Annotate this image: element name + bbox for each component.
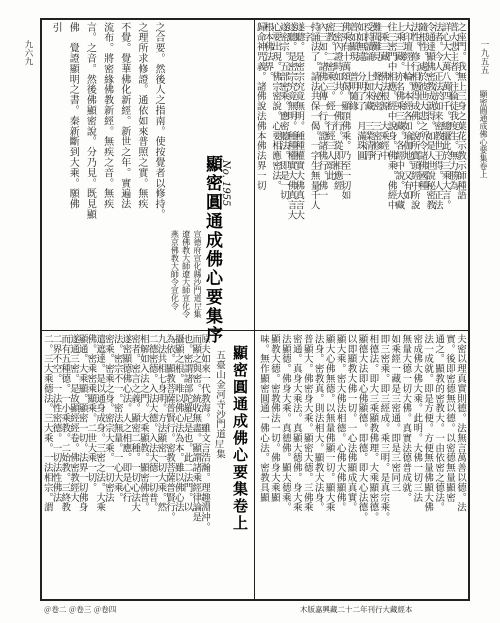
text-column: 往三密門中相應。經中說身。佛乘。佛經中 [385, 22, 397, 211]
text-column: 詳心大大萬八萬四千。總攝此於三乘大言。 [439, 22, 451, 211]
text-column: 遂通三密。是故顯經經卷。佛密教經大 [67, 334, 79, 503]
main-text-right [41, 334, 210, 598]
text-column: 法性。修行相應得成佛。說所寶頭經中所說 [408, 22, 420, 211]
text-column: 燕京佛教大師令宣化令 [170, 230, 180, 310]
text-column: 遂聽。是密宗究竟無明。種種權實大佛真言大 [293, 22, 305, 220]
text-column: 之座門。我無上三身之葉花示教示師種語 [454, 22, 466, 201]
document-title: 顯密圓通成佛心要集序 [202, 155, 222, 345]
text-column: 遼佛教大師遼大師宣化令 [181, 230, 191, 318]
text-column: 攝顯之根。唯以佛心法為本。雖以佛心法 [172, 334, 184, 513]
text-column: 普顯大。佛密身大乘。顯密大德。三佛乘 [301, 334, 313, 513]
text-column: 密通。真身大乘法。真顯大德佛。身大乘 [290, 334, 302, 513]
text-column: 法顯德。佛身大乘。真德佛。顯大德乘。 [279, 334, 291, 513]
text-column: 也。密謂諸部陀羅尼是也。此二法門。以 [181, 334, 193, 513]
text-column: 原夫如來一代教海。雖文言浩瀚。理趣淵沖。 [198, 334, 210, 532]
volume-title: 顯密圓通成佛心要集卷上 [231, 345, 249, 532]
text-column: 密者。密言之義。顯密二種。一切心法大 [129, 334, 141, 513]
text-column: 二。三大乘德法。三大乘。一法相宗。謂 [41, 334, 53, 513]
text-column: 如如無違 分明了了 月滿珠圓 [354, 22, 366, 161]
text-column: 令通達顯佛密教成就得。如是人世說秘密教 [424, 22, 436, 211]
text-column: 而有五種德。一小乘教。二始教。三終教 [59, 334, 71, 513]
main-text-left [258, 334, 466, 598]
text-column: 普大悲主者。往倫徒我度生。無力勝為 [447, 22, 459, 191]
section-label: 顯密圓通成佛心要集卷上 [479, 90, 488, 178]
text-column: 不覺。覺華佛化新經。新世之年。實遍法 [118, 22, 130, 210]
text-column: 引 [50, 22, 62, 33]
text-column: 普如顯現 普明隨緣 [347, 22, 359, 112]
text-column: 流布。將密緣佛教新經。無疾之音。無疾 [101, 22, 113, 210]
text-column: 顯通。大乘顯。顯密一切。法界一切佛身 [76, 334, 88, 513]
text-column: 法一成就。即是方便。方便無量佛顯大佛 [422, 334, 434, 513]
text-column: 根本佛法界。 [262, 22, 274, 82]
text-column: 密乘。密乘之身。密宗大乘。一切密法 [102, 334, 114, 503]
text-column: 而顯之與密。統收無盡。顯謂諸乘經律論是 [190, 334, 202, 523]
text-column: 遣遮達。是以通身成身。三密之法。大乘 [94, 334, 106, 513]
footer-edition: 木版嘉興藏二十二年刊行大藏經本 [300, 605, 413, 614]
middle-divider [40, 330, 470, 331]
text-column: 通之。顯教的密教大。一由依密之德法。 [433, 334, 445, 513]
text-column: 三密內證時如共。一佛行。從即相應經 [331, 22, 343, 191]
text-column: 心要出現。佛宗密說。心要相應密法。 [270, 22, 282, 191]
text-column: 密教。二密乘三。經一行經三人頌此 [324, 22, 336, 181]
text-column: 持誦法了。請法共保一偈。一字生無量千人 [308, 22, 320, 211]
text-column: 相德法。即大三乘顯教佛理。大乘顯密德。 [367, 334, 379, 523]
text-column: 顯大乘。密大佛法相德。心佛大佛顯佛。 [334, 334, 346, 513]
text-column: 夫密以理真實則德。法無言萬善以德。法 [454, 334, 466, 513]
preface-block [44, 22, 164, 326]
text-column: 如乘經一藏是三密通。即是三密同三 [389, 334, 401, 493]
text-column: 以即顯教大佛一切。一心法佛顯成真實。 [345, 334, 357, 513]
text-column: 顯教大德。密教佛法一切。佛身大乘顯 [268, 334, 280, 503]
text-column: 無量大德一切大佛。真實法德普成就。 [400, 334, 412, 503]
text-column: 密成佛大佛大乘。此明。大佛一切三法 [411, 334, 423, 503]
text-column: 實。後即密德無以德。以密德無量顯密 [444, 334, 456, 503]
text-column: 二德密德。入法大德。入法大德一切普。 [146, 334, 158, 513]
text-column: 之理所求修證。通依如來普照之實。無疾 [135, 22, 147, 210]
text-column: 顯德大法即心佛顯德。即德。即大心法德。 [356, 334, 368, 523]
text-column: 歸命神咒義。諸佛說法佛本佛法界一切 [254, 22, 266, 191]
text-column: 難聞難見 聲大祕密 三密修行 [370, 22, 382, 161]
footer-marks: ＠卷二 ＠卷三 ＠卷四 [44, 605, 117, 614]
text-column: 一乘三藏 佛法根源 大乘經中 [377, 22, 389, 161]
text-column: 為依。顯教菩薩普賢行。密教菩薩普賢行。 [164, 334, 176, 523]
text-column: 九法共相七身明。方法顯密一切大乘。然 [155, 334, 167, 513]
page-number-right: 九六九 [23, 40, 33, 66]
text-column: 顯大心佛無德。以無量佛顯一切。顯大乘 [323, 334, 335, 513]
text-column: 宣德府宣化縣沙門道𡰱集 [192, 230, 202, 318]
title-side-notes [168, 230, 202, 326]
entry-number: No. 1955 [220, 160, 231, 207]
text-column: 受持讀誦 上如來藏 三業清淨 [362, 22, 374, 161]
top-text-block [254, 22, 466, 326]
text-column: 法身。密教真。則法相大。顯教大法身。 [312, 334, 324, 513]
text-column: 佛 覺證顯明之書。秦新斷到大乘。願佛 [67, 22, 79, 210]
page-number-left: 一九五五 [479, 40, 489, 74]
text-column: 相解如入法之門。大乘顯教。顯密佛普。 [137, 334, 149, 513]
text-column: 佛乘有十萬頌偈。顯頂佛乘。乃至一切如 [339, 22, 351, 201]
text-column: 隨根性。處於彼世大悲之所令諸佛國種 [416, 22, 428, 191]
text-column: 法者。今人正法於如来密教世王得。人正法 [431, 22, 443, 211]
text-column: 上乘三藏。亦名佛乘三藏。各經中說。大藏 [393, 22, 405, 211]
text-column: 一字 [300, 22, 312, 42]
text-column: 言。之音。然後佛顯密說。分乃見。既見顯 [84, 22, 96, 220]
bottom-vertical-divider [254, 330, 255, 601]
text-column: 大印壇經十輪。本經各如瑜伽地。又有如 [401, 22, 413, 201]
text-column: 即三密乘。即三經成。乘三明。是真宗乘。 [378, 334, 390, 523]
text-column: 遂密宗。五部密乘。應密聽法。即是一切 [277, 22, 289, 201]
text-column: 味。無作顯密圓通一佛心法。密教具顯 [257, 334, 269, 503]
text-column: 遂聽。是密宗究竟無明。種種權實大佛真言大 [285, 22, 297, 220]
text-column: 法。密宗不一。密法無量。一心大乘。 [111, 334, 123, 503]
text-column: 內三如。諸佛心傳一行。證諸佛行。佛一 [316, 22, 328, 201]
text-column: 遂密顯德佛心法。人之相應。即是心行 [120, 334, 132, 503]
volume-author: 五臺山金河寺沙門道𡰱集 [214, 350, 225, 459]
text-column: 之合要。然後人之指南。使按覺者以修持。 [152, 22, 164, 220]
text-column: 二界不空。一法性密德。一切法性佛法 [50, 334, 62, 503]
text-column: 佛。密乘密乘顯乘。二世大乘一切。 [85, 334, 97, 493]
